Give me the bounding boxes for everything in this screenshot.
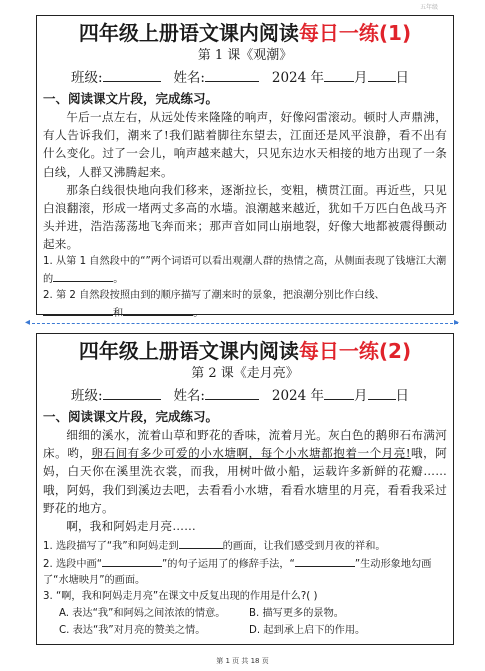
question-2-text: 2. 第 2 自然段按照由到的顺序描写了潮来时的景象，把浪潮分别比作白线、: [43, 289, 385, 301]
name-label: 姓名:: [173, 388, 205, 404]
option-a[interactable]: A. 表达“我”和阿妈之间浓浓的情意。: [59, 608, 226, 620]
underlined-sentence: 卵石间有多少可爱的小水塘啊，每个小水塘都抱着一个月亮!: [91, 446, 411, 461]
options-row-2: [37, 622, 453, 639]
question-1-end: 。: [113, 273, 124, 285]
exercise-card-1: [36, 15, 454, 319]
class-field[interactable]: [103, 386, 161, 400]
student-info-row: [37, 68, 453, 88]
question-3: 3. “啊，我和阿妈走月亮”在课文中反复出现的作用是什么?( ): [43, 591, 318, 603]
month-label: 月: [354, 388, 368, 404]
page-footer: 第 1 页 共 18 页: [216, 657, 269, 665]
day-field[interactable]: [368, 68, 396, 82]
exercise-card-2: [36, 333, 454, 645]
passage-paragraph-2: 啊，我和阿妈走月亮……: [66, 519, 196, 534]
name-label: 姓名:: [173, 70, 205, 86]
month-field[interactable]: [324, 386, 354, 400]
question-2-blank-2[interactable]: [295, 555, 355, 567]
question-1-text: 1. 从第 1 自然段中的“”两个词语可以看出观潮人群的热情之高，从侧面表现了钱塘江大潮的: [43, 255, 447, 285]
option-b[interactable]: B. 描写更多的景物。: [249, 608, 344, 620]
passage-paragraph-2: 那条白线很快地向我们移来，逐渐拉长，变粗，横贯江面。再近些，只见白浪翻滚，形成一堵两丈多高的水墙。浪潮越来越近，犹如千万匹白色战马齐头并进，浩浩荡荡地飞奔而来；那声音如同山崩地裂，好像大地都被震得颤动起来。: [43, 182, 447, 252]
title-main: 四年级上册语文课内阅读: [78, 339, 299, 363]
student-info-row: [37, 386, 453, 406]
question-1-blank[interactable]: [179, 537, 223, 549]
month-field[interactable]: [324, 68, 354, 82]
question-2-blank-1[interactable]: [102, 555, 162, 567]
section-heading: 一、阅读课文片段，完成练习。: [43, 91, 219, 106]
day-label: 日: [395, 70, 410, 86]
passage-text-a: 细细的溪水，流着山草和野花的香味，流着月光。灰白色的鹅卵石布满河床。哟，: [43, 428, 447, 461]
question-2: [37, 555, 453, 589]
divider-arrow-right-icon: ▸: [454, 317, 460, 328]
dashed-divider: [32, 323, 458, 324]
day-field[interactable]: [368, 386, 396, 400]
name-field[interactable]: [205, 68, 259, 82]
class-label: 班级:: [71, 70, 103, 86]
option-d[interactable]: D. 起到承上启下的作用。: [249, 625, 366, 637]
lesson-title: 第 1 课《观潮》: [197, 48, 293, 63]
option-c[interactable]: C. 表达“我”对月亮的赞美之情。: [59, 625, 206, 637]
name-field[interactable]: [205, 386, 259, 400]
corner-label: 五年级: [420, 4, 439, 11]
question-1: [37, 254, 453, 288]
day-label: 日: [395, 388, 410, 404]
question-1-text: 1. 选段描写了“我”和阿妈走到: [43, 541, 179, 553]
question-1: [37, 537, 453, 555]
class-label: 班级:: [71, 388, 103, 404]
question-2-mid: ”的句子运用了的修辞手法，“: [162, 559, 295, 571]
title-main: 四年级上册语文课内阅读: [78, 21, 299, 45]
card-title: [37, 20, 453, 46]
section-heading: 一、阅读课文片段，完成练习。: [43, 409, 219, 424]
question-2-and: 和: [113, 307, 124, 319]
question-2-blank-1[interactable]: [43, 304, 113, 316]
passage-paragraph-1: [37, 426, 453, 517]
question-2-blank-2[interactable]: [123, 304, 193, 316]
passage-paragraph-1: 午后一点左右，从远处传来隆隆的响声，好像闷雷滚动。顿时人声鼎沸，有人告诉我们，潮来了!我们踮着脚往东望去，江面还是风平浪静，看不出有什么变化。过了一会儿，响声越来越大，只见东边水天相接的地方出现了一条白线，人群又沸腾起来。: [43, 110, 447, 179]
question-2-end: ”生动形象地勾画了“水塘映月”的画面。: [43, 559, 432, 587]
class-field[interactable]: [103, 68, 161, 82]
divider-arrow-left-icon: ◂: [25, 317, 31, 328]
question-2-end: 。: [193, 307, 204, 319]
passage-text-b: 哦，阿妈，白天你在溪里洗衣裳，而我，用树叶做小船，运载许多新鲜的花瓣……哦，阿妈，我们到溪边去吧，去看看小水塘，看看水塘里的月亮，看看我采过野花的地方。: [43, 446, 448, 515]
title-highlight: 每日一练(1): [298, 21, 412, 45]
year-label: 2024 年: [271, 388, 325, 404]
year-label: 2024 年: [271, 70, 325, 86]
title-highlight: 每日一练(2): [298, 339, 412, 363]
question-1-end: 的画面，让我们感受到月夜的祥和。: [222, 541, 386, 553]
month-label: 月: [354, 70, 368, 86]
options-row-1: [37, 605, 453, 622]
question-1-blank[interactable]: [53, 270, 113, 282]
question-2: [37, 288, 453, 322]
question-2-text: 2. 选段中画“: [43, 559, 102, 571]
lesson-title: 第 2 课《走月亮》: [191, 366, 299, 381]
card-title: [37, 338, 453, 364]
